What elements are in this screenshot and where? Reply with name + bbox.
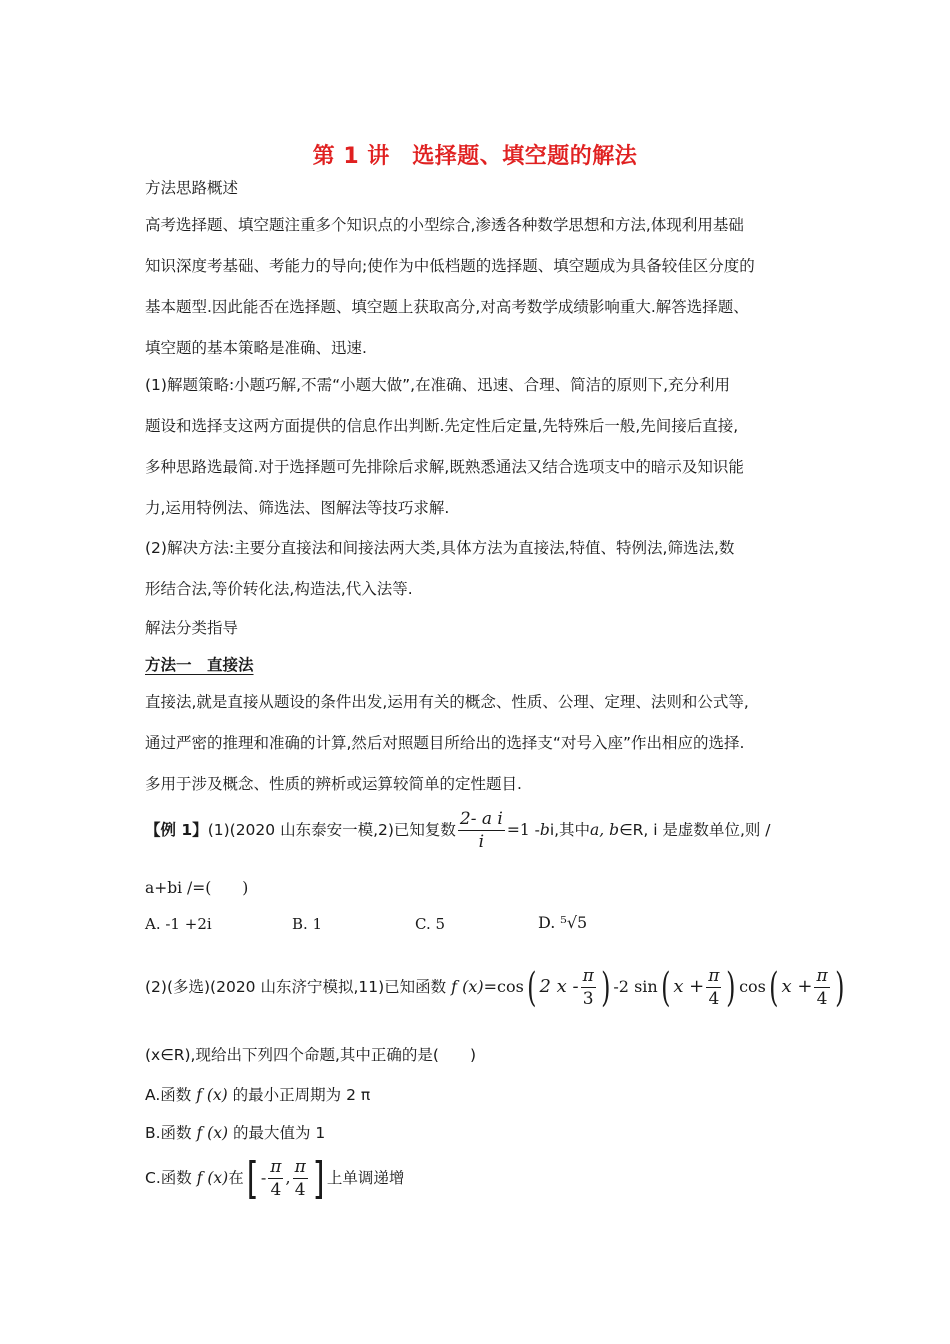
fraction-denominator: 4 — [294, 1180, 306, 1200]
paragraph-line: (2)解决方法:主要分直接法和间接法两大类,具体方法为直接法,特值、特例法,筛选法,数 — [145, 539, 735, 557]
paragraph-line: 多用于涉及概念、性质的辨析或运算较简单的定性题目. — [145, 775, 522, 793]
fraction — [293, 1156, 308, 1201]
method-heading: 方法一 直接法 — [145, 656, 254, 674]
equation-part: =1 - — [506, 821, 540, 839]
section-heading-guide: 解法分类指导 — [145, 619, 239, 637]
math-var: b — [539, 821, 550, 839]
paragraph-line: 高考选择题、填空题注重多个知识点的小型综合,渗透各种数学思想和方法,体现利用基础 — [145, 216, 744, 234]
fraction-denominator: 4 — [816, 989, 828, 1009]
fraction — [268, 1156, 283, 1201]
question-text: ∈R, i 是虚数单位,则 / — [619, 821, 771, 839]
proposition-a — [145, 1085, 370, 1105]
paren-open: ( — [769, 964, 779, 1011]
paren-open: ( — [526, 964, 537, 1011]
question-text: (2)(多选)(2020 山东济宁模拟,11)已知函数 — [145, 978, 447, 996]
fraction — [706, 965, 721, 1010]
fraction — [458, 808, 505, 853]
proposition-text: 的最小正周期为 2 π — [232, 1086, 371, 1104]
paragraph-line: 力,运用特例法、筛选法、图解法等技巧求解. — [145, 499, 450, 517]
fraction-numerator: π — [582, 966, 594, 986]
question-text: i,其中 — [549, 821, 591, 839]
example-label: 【例 1】 — [145, 821, 208, 839]
page-title: 第 1 讲 选择题、填空题的解法 — [312, 144, 638, 169]
paren-open: ( — [660, 964, 671, 1011]
function-part: x + — [781, 976, 813, 997]
example-1-question-2 — [145, 962, 847, 1012]
paragraph-line: 多种思路选最简.对于选择题可先排除后求解,既熟悉通法又结合选项支中的暗示及知识能 — [145, 458, 744, 476]
example-1-question-2-line-2: (x∈R),现给出下列四个命题,其中正确的是( ) — [145, 1046, 476, 1064]
fraction-numerator: π — [270, 1157, 282, 1177]
fraction-denominator: i — [478, 832, 485, 852]
function-name: f (x) — [451, 977, 484, 996]
proposition-text: 在 — [228, 1169, 244, 1187]
proposition-b — [145, 1123, 325, 1143]
proposition-text: 的最大值为 1 — [232, 1124, 326, 1142]
function-part: =cos — [483, 977, 524, 996]
option-a: A. -1 +2i — [145, 915, 212, 933]
paragraph-line: 知识深度考基础、考能力的导向;使作为中低档题的选择题、填空题成为具备较佳区分度的 — [145, 257, 755, 275]
math-vars: a, b — [590, 821, 620, 839]
example-1-question-1-line-2: a+bi /=( ) — [145, 879, 249, 897]
function-part: 2 x - — [539, 976, 579, 997]
comma: , — [285, 1168, 291, 1187]
paragraph-line: 直接法,就是直接从题设的条件出发,运用有关的概念、性质、公理、定理、法则和公式等, — [145, 693, 749, 711]
paren-close: ) — [834, 964, 845, 1011]
paragraph-line: 形结合法,等价转化法,构造法,代入法等. — [145, 580, 413, 598]
minus-sign: - — [260, 1168, 267, 1187]
option-c: C. 5 — [415, 915, 446, 933]
bracket-close: ] — [312, 1152, 325, 1204]
proposition-c — [145, 1153, 404, 1203]
function-part: -2 sin — [613, 977, 658, 996]
function-part: x + — [673, 976, 705, 997]
function-name: f (x) — [196, 1169, 229, 1187]
function-name: f (x) — [196, 1086, 228, 1104]
question-text: (1)(2020 山东泰安一模,2)已知复数 — [207, 821, 456, 839]
option-b: B. 1 — [292, 915, 323, 933]
fraction — [814, 965, 829, 1010]
proposition-text: C.函数 — [145, 1169, 192, 1187]
proposition-text: B.函数 — [145, 1124, 192, 1142]
paragraph-line: (1)解题策略:小题巧解,不需“小题大做”,在准确、迅速、合理、简洁的原则下,充分利用 — [145, 376, 731, 394]
paragraph-line: 题设和选择支这两方面提供的信息作出判断.先定性后定量,先特殊后一般,先间接后直接, — [145, 417, 739, 435]
paragraph-line: 填空题的基本策略是准确、迅速. — [145, 339, 367, 357]
fraction-numerator: π — [294, 1157, 306, 1177]
fraction-denominator: 4 — [270, 1180, 282, 1200]
fraction-numerator: 2- a i — [459, 809, 503, 829]
proposition-text: 上单调递增 — [326, 1169, 405, 1187]
bracket-open: [ — [246, 1152, 259, 1204]
function-part: cos — [739, 977, 766, 996]
example-1-question-1 — [145, 806, 771, 854]
fraction-numerator: π — [708, 966, 720, 986]
option-d: D. ⁵√5 — [538, 913, 588, 932]
function-name: f (x) — [196, 1124, 228, 1142]
fraction — [581, 965, 596, 1010]
fraction-denominator: 3 — [582, 989, 594, 1009]
fraction-numerator: π — [816, 966, 828, 986]
fraction-denominator: 4 — [708, 989, 720, 1009]
paragraph-line: 基本题型.因此能否在选择题、填空题上获取高分,对高考数学成绩影响重大.解答选择题、 — [145, 298, 749, 316]
section-heading-overview: 方法思路概述 — [145, 179, 239, 197]
proposition-text: A.函数 — [145, 1086, 192, 1104]
paren-close: ) — [726, 964, 736, 1011]
paren-close: ) — [600, 964, 611, 1011]
paragraph-line: 通过严密的推理和准确的计算,然后对照题目所给出的选择支“对号入座”作出相应的选择. — [145, 734, 745, 752]
